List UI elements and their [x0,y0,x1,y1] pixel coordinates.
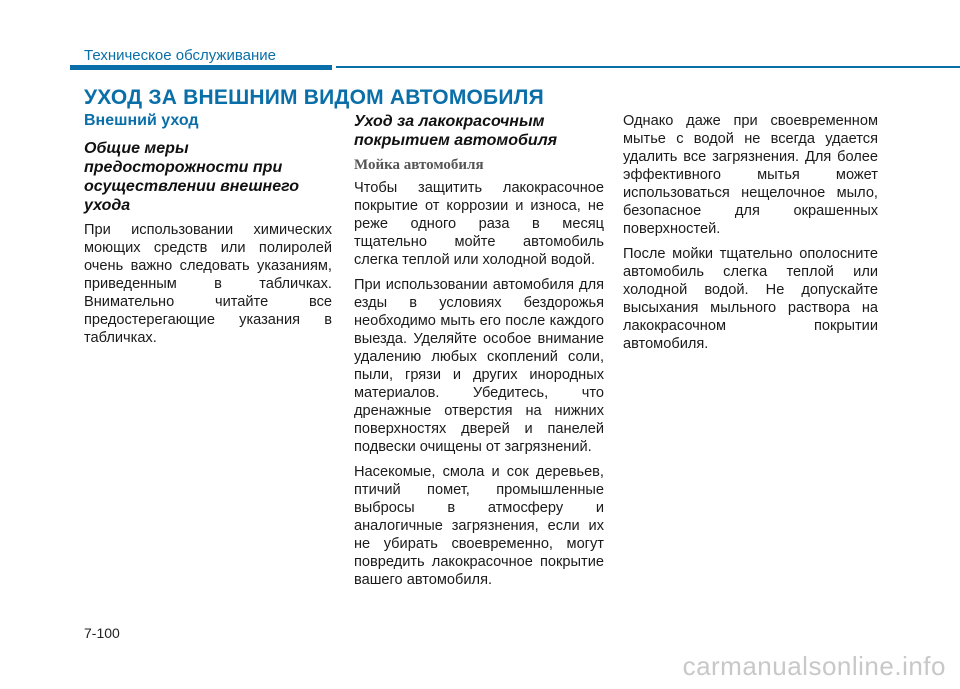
subsection-subheading: Общие меры предосторожности при осуществлении внешнего ухода [84,140,300,214]
paragraph: После мойки тщательно ополосните автомобиль слегка теплой или холодной водой. Не допускайте высыхания мыльного раствора на лакокрасочном покрытии автомобиля. [623,246,878,352]
page-title: УХОД ЗА ВНЕШНИМ ВИДОМ АВТОМОБИЛЯ [84,86,544,109]
paragraph: Чтобы защитить лакокрасочное покрытие от коррозии и износа, не реже одного раза в месяц тщательно мойте автомобиль слегка теплой или холодной водой. [354,180,604,268]
header-bar-accent [70,65,332,70]
column-left [84,112,332,354]
section-label: Техническое обслуживание [84,47,276,64]
paragraph: Однако даже при своевременном мытье с водой не всегда удается удалить все загрязнения. Для более эффективного мытья может использоваться нещелочное мыло, безопасное для окрашенных поверхностей. [623,113,878,237]
watermark: carmanualsonline.info [682,651,946,681]
paragraph: При использовании химических моющих средств или полиролей очень важно следовать указаниям, приведенным в табличках. Внимательно читайте все предостерегающие указания в табличках. [84,222,332,346]
minor-heading: Мойка автомобиля [354,157,484,173]
column-right [623,112,878,360]
page-number: 7-100 [84,625,120,641]
paragraph: При использовании автомобиля для езды в условиях бездорожья необходимо мыть его после каждого выезда. Уделяйте особое внимание удалению любых скоплений соли, пыли, грязи и других инородных материалов. Убедитесь, что дренажные отверстия на нижних поверхностях дверей и панелей подвески очищены от загрязнений. [354,277,604,455]
paragraph: Насекомые, смола и сок деревьев, птичий помет, промышленные выбросы в атмосферу и аналогичные загрязнения, если их не убирать своевременно, могут повредить лакокрасочное покрытие вашего автомобиля. [354,464,604,588]
subsection-subheading: Уход за лакокрасочным покрытием автомобиля [354,113,558,149]
subsection-heading: Внешний уход [84,112,199,129]
column-middle [354,112,604,596]
header-rule [336,66,960,68]
